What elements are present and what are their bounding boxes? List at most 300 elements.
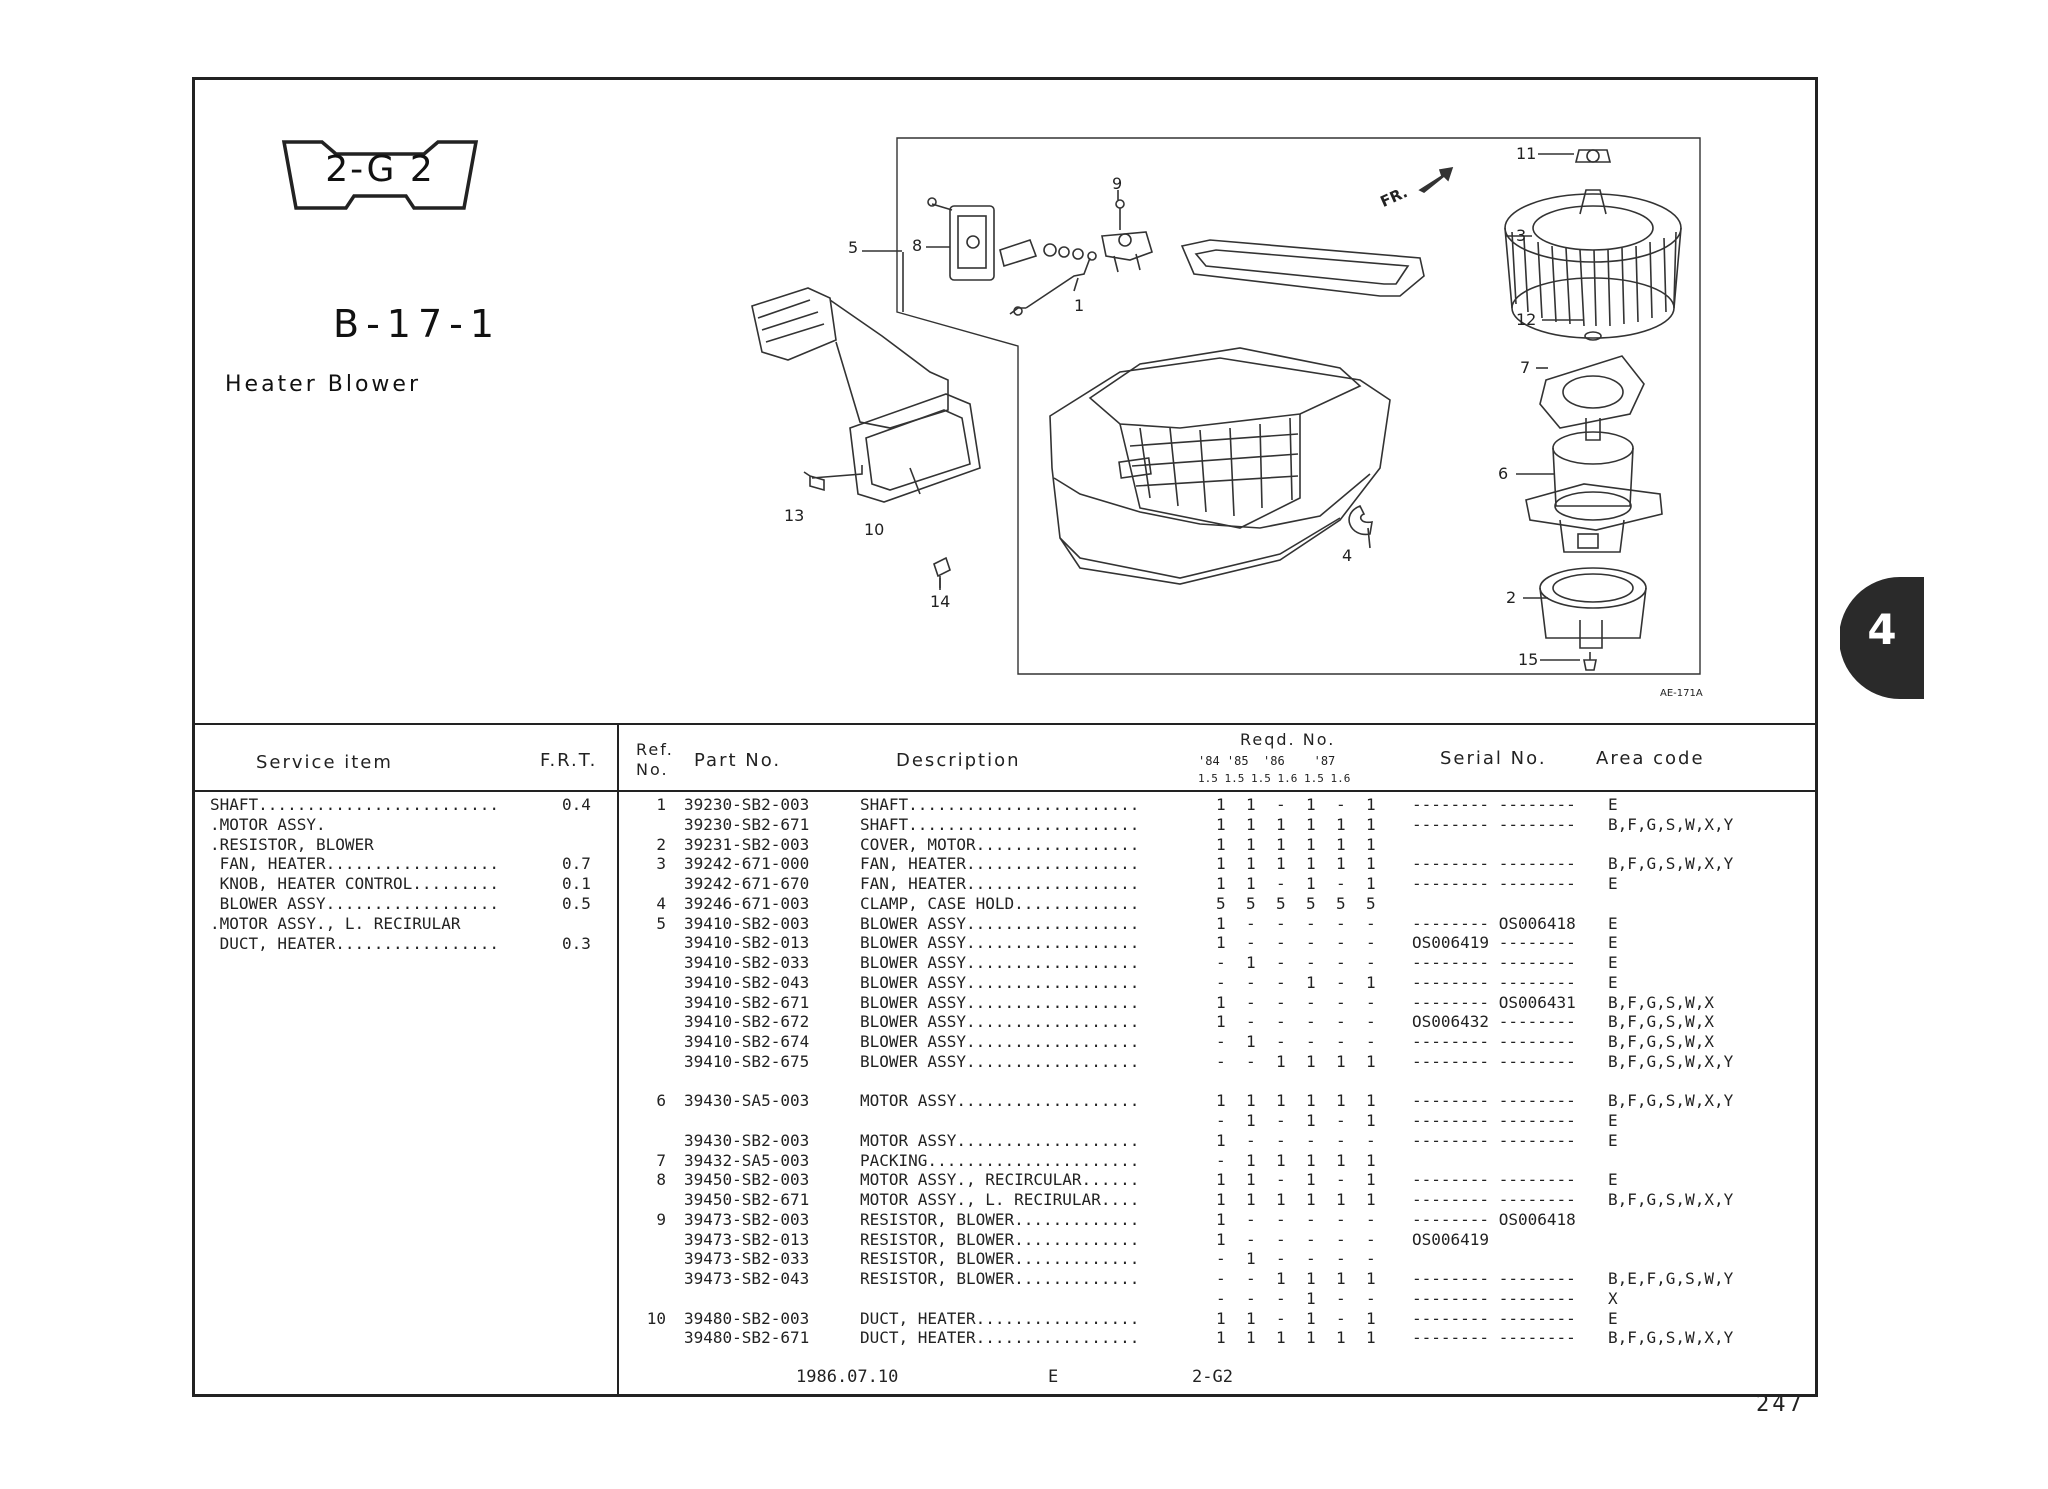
part-no: 39473-SB2-003 — [684, 1209, 810, 1229]
reqd-qty: - — [1276, 1170, 1286, 1190]
reqd-qty: - — [1246, 1209, 1256, 1229]
area-code-header: Area code — [1596, 748, 1705, 769]
reqd-qty: 1 — [1216, 933, 1226, 953]
reqd-qty: 1 — [1366, 834, 1376, 854]
reqd-qty: - — [1306, 1209, 1316, 1229]
ref-no: 6 — [656, 1091, 666, 1111]
engines-header: 1.5 1.5 1.5 1.6 1.5 1.6 — [1198, 772, 1351, 785]
reqd-qty: - — [1276, 1308, 1286, 1328]
reqd-qty: 1 — [1366, 1190, 1376, 1209]
exploded-parts-diagram — [700, 128, 1732, 712]
section-code: B-17-1 — [333, 302, 502, 346]
area-code: E — [1608, 795, 1618, 814]
reqd-qty: 1 — [1216, 1190, 1226, 1209]
reqd-qty: - — [1336, 1209, 1346, 1229]
part-no: 39410-SB2-675 — [684, 1051, 810, 1071]
reqd-qty: 1 — [1246, 854, 1256, 874]
reqd-qty: 1 — [1216, 874, 1226, 893]
reqd-qty: - — [1216, 972, 1226, 992]
part-description: RESISTOR, BLOWER............. — [860, 1269, 1140, 1288]
reqd-qty: 1 — [1336, 1150, 1346, 1170]
footer-section: 2-G2 — [1192, 1367, 1233, 1387]
reqd-qty: 1 — [1366, 874, 1376, 893]
reqd-qty: - — [1336, 1032, 1346, 1051]
reqd-qty: - — [1366, 1032, 1376, 1051]
area-code: B,F,G,S,W,X,Y — [1608, 1190, 1734, 1209]
area-code: B,F,G,S,W,X,Y — [1608, 854, 1734, 874]
reqd-qty: - — [1216, 1051, 1226, 1071]
part-no: 39410-SB2-033 — [684, 953, 810, 972]
area-code: B,F,G,S,W,X — [1608, 1032, 1714, 1051]
serial-no: -------- -------- — [1412, 1269, 1576, 1288]
reqd-qty: 1 — [1246, 1091, 1256, 1111]
part-description: BLOWER ASSY.................. — [860, 933, 1140, 953]
reqd-qty: - — [1336, 1229, 1346, 1249]
part-description: MOTOR ASSY................... — [860, 1091, 1140, 1111]
reqd-qty: 1 — [1246, 1190, 1256, 1209]
ref-no: 1 — [656, 795, 666, 814]
reqd-qty: 1 — [1366, 814, 1376, 834]
reqd-qty: - — [1246, 913, 1256, 933]
reqd-qty: 1 — [1246, 1308, 1256, 1328]
reqd-qty: - — [1366, 1130, 1376, 1150]
reqd-qty: - — [1306, 913, 1316, 933]
reqd-qty: - — [1246, 1130, 1256, 1150]
callout-1: 1 — [1074, 296, 1085, 315]
ref-no: 9 — [656, 1209, 666, 1229]
reqd-qty: 1 — [1276, 854, 1286, 874]
part-description: PACKING...................... — [860, 1150, 1140, 1170]
part-description: BLOWER ASSY.................. — [860, 953, 1140, 972]
reqd-qty: 1 — [1216, 1328, 1226, 1348]
area-code: E — [1608, 1170, 1618, 1190]
reqd-qty: - — [1336, 1249, 1346, 1269]
ref-no: 3 — [656, 854, 666, 874]
callout-15: 15 — [1518, 650, 1539, 669]
reqd-qty: - — [1216, 1288, 1226, 1308]
area-code: B,F,G,S,W,X — [1608, 992, 1714, 1012]
serial-no: -------- -------- — [1412, 1051, 1576, 1071]
area-code: E — [1608, 1130, 1618, 1150]
serial-no: -------- -------- — [1412, 814, 1576, 834]
callout-6: 6 — [1498, 464, 1509, 483]
reqd-qty: 1 — [1336, 1269, 1346, 1288]
reqd-qty: 5 — [1366, 893, 1376, 913]
reqd-qty: - — [1366, 1209, 1376, 1229]
part-no: 39410-SB2-674 — [684, 1032, 810, 1051]
reqd-qty: 1 — [1216, 1091, 1226, 1111]
reqd-qty: - — [1246, 1012, 1256, 1032]
serial-no: -------- -------- — [1412, 874, 1576, 893]
service-item-header: Service item — [256, 752, 393, 773]
reqd-qty: - — [1216, 1249, 1226, 1269]
reqd-qty: 1 — [1276, 1091, 1286, 1111]
part-no: 39473-SB2-033 — [684, 1249, 810, 1269]
service-item: DUCT, HEATER................. — [210, 933, 499, 953]
reqd-qty: 1 — [1216, 992, 1226, 1012]
serial-no: -------- -------- — [1412, 1032, 1576, 1051]
reqd-qty: 1 — [1276, 814, 1286, 834]
serial-no: -------- -------- — [1412, 1170, 1576, 1190]
reqd-qty: 1 — [1246, 1170, 1256, 1190]
reqd-qty: 1 — [1246, 1111, 1256, 1130]
reqd-qty: - — [1276, 1111, 1286, 1130]
reqd-qty: 1 — [1216, 1209, 1226, 1229]
serial-no: -------- OS006418 — [1412, 1209, 1576, 1229]
reqd-qty: - — [1276, 933, 1286, 953]
reqd-qty: 1 — [1276, 1150, 1286, 1170]
reqd-qty: - — [1366, 913, 1376, 933]
serial-no: -------- -------- — [1412, 795, 1576, 814]
reqd-qty: 1 — [1216, 1170, 1226, 1190]
description-header: Description — [896, 750, 1021, 771]
callout-13: 13 — [784, 506, 805, 525]
reqd-qty: - — [1276, 874, 1286, 893]
serial-no-header: Serial No. — [1440, 748, 1547, 769]
reqd-qty: - — [1336, 1308, 1346, 1328]
reqd-qty: - — [1216, 1111, 1226, 1130]
part-description: BLOWER ASSY.................. — [860, 992, 1140, 1012]
reqd-qty: - — [1336, 1111, 1346, 1130]
part-no: 39430-SA5-003 — [684, 1091, 810, 1111]
part-no: 39410-SB2-013 — [684, 933, 810, 953]
ref-header: Ref. — [636, 740, 674, 759]
part-no-header: Part No. — [694, 750, 782, 771]
serial-no: -------- -------- — [1412, 1190, 1576, 1209]
reqd-qty: - — [1306, 1130, 1316, 1150]
section-badge — [278, 138, 482, 212]
reqd-qty: - — [1336, 972, 1346, 992]
reqd-qty: - — [1366, 1229, 1376, 1249]
service-item: .MOTOR ASSY. — [210, 814, 326, 834]
reqd-qty: - — [1276, 992, 1286, 1012]
diagram-divider — [192, 723, 1818, 725]
part-description: MOTOR ASSY., RECIRCULAR...... — [860, 1170, 1140, 1190]
reqd-qty: 1 — [1306, 1288, 1316, 1308]
diagram-drawing — [700, 128, 1732, 712]
reqd-qty: 1 — [1306, 834, 1316, 854]
reqd-qty: 1 — [1306, 1091, 1316, 1111]
reqd-qty: - — [1366, 953, 1376, 972]
reqd-qty: 1 — [1216, 834, 1226, 854]
reqd-qty: 1 — [1306, 795, 1316, 814]
reqd-qty: 1 — [1276, 1328, 1286, 1348]
area-code: E — [1608, 972, 1618, 992]
reqd-qty: 1 — [1366, 1150, 1376, 1170]
reqd-qty: - — [1336, 795, 1346, 814]
part-no: 39473-SB2-043 — [684, 1269, 810, 1288]
callout-9: 9 — [1112, 174, 1123, 193]
area-code: E — [1608, 1111, 1618, 1130]
callout-4: 4 — [1342, 546, 1353, 565]
part-no: 39242-671-670 — [684, 874, 810, 893]
years-header: '84 '85 '86 '87 — [1198, 754, 1336, 768]
reqd-qty: 1 — [1336, 814, 1346, 834]
reqd-qty: 1 — [1246, 953, 1256, 972]
reqd-qty: 1 — [1246, 874, 1256, 893]
part-no: 39473-SB2-013 — [684, 1229, 810, 1249]
reqd-qty: 1 — [1276, 1190, 1286, 1209]
area-code: E — [1608, 913, 1618, 933]
reqd-qty: - — [1366, 1288, 1376, 1308]
reqd-qty: - — [1336, 1130, 1346, 1150]
reqd-no-header: Reqd. No. — [1240, 730, 1336, 749]
part-description: RESISTOR, BLOWER............. — [860, 1209, 1140, 1229]
part-no: 39231-SB2-003 — [684, 834, 810, 854]
reqd-qty: 1 — [1276, 1051, 1286, 1071]
reqd-qty: 1 — [1306, 1051, 1316, 1071]
area-code: E — [1608, 1308, 1618, 1328]
part-no: 39480-SB2-671 — [684, 1328, 810, 1348]
ref-no: 2 — [656, 834, 666, 854]
reqd-qty: 1 — [1366, 1308, 1376, 1328]
reqd-qty: 1 — [1306, 1269, 1316, 1288]
callout-5: 5 — [848, 238, 859, 257]
part-description: BLOWER ASSY.................. — [860, 972, 1140, 992]
reqd-qty: - — [1276, 1209, 1286, 1229]
callout-12: 12 — [1516, 310, 1537, 329]
reqd-qty: 1 — [1246, 814, 1256, 834]
service-frt: 0.4 — [562, 795, 591, 814]
reqd-qty: 1 — [1216, 795, 1226, 814]
reqd-qty: 1 — [1336, 834, 1346, 854]
reqd-qty: 1 — [1366, 795, 1376, 814]
callout-10: 10 — [864, 520, 885, 539]
reqd-qty: - — [1216, 1269, 1226, 1288]
serial-no: -------- -------- — [1412, 1328, 1576, 1348]
area-code: B,F,G,S,W,X — [1608, 1012, 1714, 1032]
serial-no: -------- OS006431 — [1412, 992, 1576, 1012]
part-description: SHAFT........................ — [860, 795, 1140, 814]
part-description: RESISTOR, BLOWER............. — [860, 1229, 1140, 1249]
part-description: BLOWER ASSY.................. — [860, 1032, 1140, 1051]
service-item: .MOTOR ASSY., L. RECIRULAR — [210, 913, 461, 933]
reqd-qty: 1 — [1306, 1328, 1316, 1348]
reqd-qty: 1 — [1366, 1170, 1376, 1190]
ref-no: 10 — [646, 1308, 666, 1328]
reqd-qty: 1 — [1366, 1111, 1376, 1130]
reqd-qty: - — [1276, 1229, 1286, 1249]
reqd-qty: - — [1336, 992, 1346, 1012]
reqd-qty: 1 — [1216, 1308, 1226, 1328]
reqd-qty: - — [1276, 1288, 1286, 1308]
reqd-qty: - — [1336, 874, 1346, 893]
serial-no: -------- -------- — [1412, 1130, 1576, 1150]
reqd-qty: 1 — [1366, 1091, 1376, 1111]
reqd-qty: - — [1216, 1150, 1226, 1170]
reqd-qty: 1 — [1246, 834, 1256, 854]
service-item: SHAFT......................... — [210, 795, 499, 814]
part-no: 39410-SB2-672 — [684, 1012, 810, 1032]
service-item: FAN, HEATER.................. — [210, 854, 499, 874]
reqd-qty: 1 — [1336, 854, 1346, 874]
reqd-qty: 5 — [1306, 893, 1316, 913]
reqd-qty: - — [1336, 913, 1346, 933]
callout-3: 3 — [1516, 226, 1527, 245]
part-no: 39430-SB2-003 — [684, 1130, 810, 1150]
part-description: BLOWER ASSY.................. — [860, 1012, 1140, 1032]
reqd-qty: - — [1366, 1012, 1376, 1032]
service-frt: 0.5 — [562, 894, 591, 913]
serial-no: -------- -------- — [1412, 972, 1576, 992]
part-description: BLOWER ASSY.................. — [860, 1051, 1140, 1071]
area-code: E — [1608, 874, 1618, 893]
reqd-qty: - — [1366, 992, 1376, 1012]
reqd-qty: 1 — [1336, 1091, 1346, 1111]
serial-no: -------- -------- — [1412, 1111, 1576, 1130]
service-item: BLOWER ASSY.................. — [210, 894, 499, 913]
area-code: B,F,G,S,W,X,Y — [1608, 1328, 1734, 1348]
reqd-qty: 1 — [1216, 1012, 1226, 1032]
part-no: 39432-SA5-003 — [684, 1150, 810, 1170]
callout-14: 14 — [930, 592, 951, 611]
reqd-qty: - — [1306, 1012, 1316, 1032]
serial-no: -------- -------- — [1412, 854, 1576, 874]
reqd-qty: - — [1246, 1229, 1256, 1249]
reqd-qty: - — [1246, 992, 1256, 1012]
reqd-qty: 1 — [1246, 795, 1256, 814]
reqd-qty: - — [1306, 1249, 1316, 1269]
area-code: X — [1608, 1288, 1618, 1308]
part-no: 39230-SB2-671 — [684, 814, 810, 834]
reqd-qty: 1 — [1246, 1249, 1256, 1269]
reqd-qty: - — [1336, 953, 1346, 972]
serial-no: -------- -------- — [1412, 1288, 1576, 1308]
reqd-qty: 1 — [1246, 1150, 1256, 1170]
reqd-qty: - — [1276, 1012, 1286, 1032]
part-no: 39410-SB2-043 — [684, 972, 810, 992]
part-description: COVER, MOTOR................. — [860, 834, 1140, 854]
reqd-qty: 1 — [1306, 972, 1316, 992]
part-no: 39246-671-003 — [684, 893, 810, 913]
footer-edition: E — [1048, 1367, 1059, 1387]
reqd-qty: - — [1366, 1249, 1376, 1269]
callout-2: 2 — [1506, 588, 1517, 607]
frt-header: F.R.T. — [540, 750, 598, 771]
reqd-qty: - — [1306, 1229, 1316, 1249]
part-description: FAN, HEATER.................. — [860, 874, 1140, 893]
reqd-qty: 1 — [1336, 1051, 1346, 1071]
reqd-qty: 1 — [1216, 1130, 1226, 1150]
ref-no: 7 — [656, 1150, 666, 1170]
part-description: DUCT, HEATER................. — [860, 1308, 1140, 1328]
reqd-qty: 5 — [1276, 893, 1286, 913]
reqd-qty: 1 — [1366, 1051, 1376, 1071]
part-no: 39410-SB2-671 — [684, 992, 810, 1012]
reqd-qty: 1 — [1216, 1229, 1226, 1249]
reqd-qty: - — [1276, 1032, 1286, 1051]
footer-date: 1986.07.10 — [796, 1367, 899, 1387]
chapter-tab-label: 4 — [1867, 605, 1897, 654]
serial-no: OS006419 — [1412, 1229, 1490, 1249]
page-number: 247 — [1756, 1392, 1805, 1417]
area-code: B,F,G,S,W,X,Y — [1608, 1091, 1734, 1111]
table-column-divider — [617, 723, 619, 1395]
reqd-qty: 1 — [1336, 1328, 1346, 1348]
area-code: B,F,G,S,W,X,Y — [1608, 1051, 1734, 1071]
reqd-qty: 1 — [1306, 1170, 1316, 1190]
ref-no: 4 — [656, 893, 666, 913]
reqd-qty: - — [1246, 933, 1256, 953]
reqd-qty: - — [1276, 1130, 1286, 1150]
reqd-qty: - — [1276, 913, 1286, 933]
part-description: CLAMP, CASE HOLD............. — [860, 893, 1140, 913]
serial-no: OS006419 -------- — [1412, 933, 1576, 953]
part-no: 39242-671-000 — [684, 854, 810, 874]
part-no: 39480-SB2-003 — [684, 1308, 810, 1328]
badge-text: 2-G 2 — [325, 149, 435, 190]
reqd-qty: - — [1366, 933, 1376, 953]
reqd-qty: - — [1276, 972, 1286, 992]
part-no: 39450-SB2-671 — [684, 1190, 810, 1209]
reqd-qty: 1 — [1246, 1328, 1256, 1348]
serial-no: -------- -------- — [1412, 1308, 1576, 1328]
area-code: E — [1608, 953, 1618, 972]
serial-no: OS006432 -------- — [1412, 1012, 1576, 1032]
reqd-qty: 1 — [1306, 1150, 1316, 1170]
part-no: 39450-SB2-003 — [684, 1170, 810, 1190]
ref-no-header: No. — [636, 760, 669, 779]
part-no: 39410-SB2-003 — [684, 913, 810, 933]
reqd-qty: - — [1246, 1051, 1256, 1071]
reqd-qty: 1 — [1216, 854, 1226, 874]
area-code: B,E,F,G,S,W,Y — [1608, 1269, 1734, 1288]
reqd-qty: 1 — [1366, 972, 1376, 992]
part-no: 39230-SB2-003 — [684, 795, 810, 814]
reqd-qty: - — [1306, 1032, 1316, 1051]
reqd-qty: 5 — [1216, 893, 1226, 913]
drawing-code: AE-171A — [1660, 688, 1703, 699]
reqd-qty: - — [1306, 953, 1316, 972]
reqd-qty: - — [1276, 953, 1286, 972]
reqd-qty: - — [1246, 1288, 1256, 1308]
reqd-qty: - — [1276, 795, 1286, 814]
part-description: MOTOR ASSY., L. RECIRULAR.... — [860, 1190, 1140, 1209]
service-item: .RESISTOR, BLOWER — [210, 834, 374, 854]
reqd-qty: - — [1306, 933, 1316, 953]
reqd-qty: 1 — [1366, 854, 1376, 874]
service-frt: 0.3 — [562, 933, 591, 953]
reqd-qty: 1 — [1216, 913, 1226, 933]
reqd-qty: - — [1336, 1170, 1346, 1190]
part-description: BLOWER ASSY.................. — [860, 913, 1140, 933]
service-item: KNOB, HEATER CONTROL......... — [210, 874, 499, 894]
section-title: Heater Blower — [225, 372, 421, 397]
reqd-qty: 1 — [1306, 1190, 1316, 1209]
reqd-qty: - — [1246, 972, 1256, 992]
reqd-qty: 1 — [1276, 1269, 1286, 1288]
area-code: B,F,G,S,W,X,Y — [1608, 814, 1734, 834]
reqd-qty: - — [1216, 1032, 1226, 1051]
reqd-qty: - — [1246, 1269, 1256, 1288]
ref-no: 8 — [656, 1170, 666, 1190]
part-description: FAN, HEATER.................. — [860, 854, 1140, 874]
reqd-qty: - — [1336, 1012, 1346, 1032]
part-description: MOTOR ASSY................... — [860, 1130, 1140, 1150]
reqd-qty: - — [1336, 933, 1346, 953]
reqd-qty: 1 — [1336, 1190, 1346, 1209]
reqd-qty: 1 — [1246, 1032, 1256, 1051]
callout-7: 7 — [1520, 358, 1531, 377]
serial-no: -------- OS006418 — [1412, 913, 1576, 933]
part-description: DUCT, HEATER................. — [860, 1328, 1140, 1348]
front-label: FR. — [1377, 183, 1411, 211]
reqd-qty: - — [1336, 1288, 1346, 1308]
reqd-qty: 1 — [1306, 814, 1316, 834]
reqd-qty: 1 — [1306, 854, 1316, 874]
reqd-qty: - — [1306, 992, 1316, 1012]
serial-no: -------- -------- — [1412, 953, 1576, 972]
